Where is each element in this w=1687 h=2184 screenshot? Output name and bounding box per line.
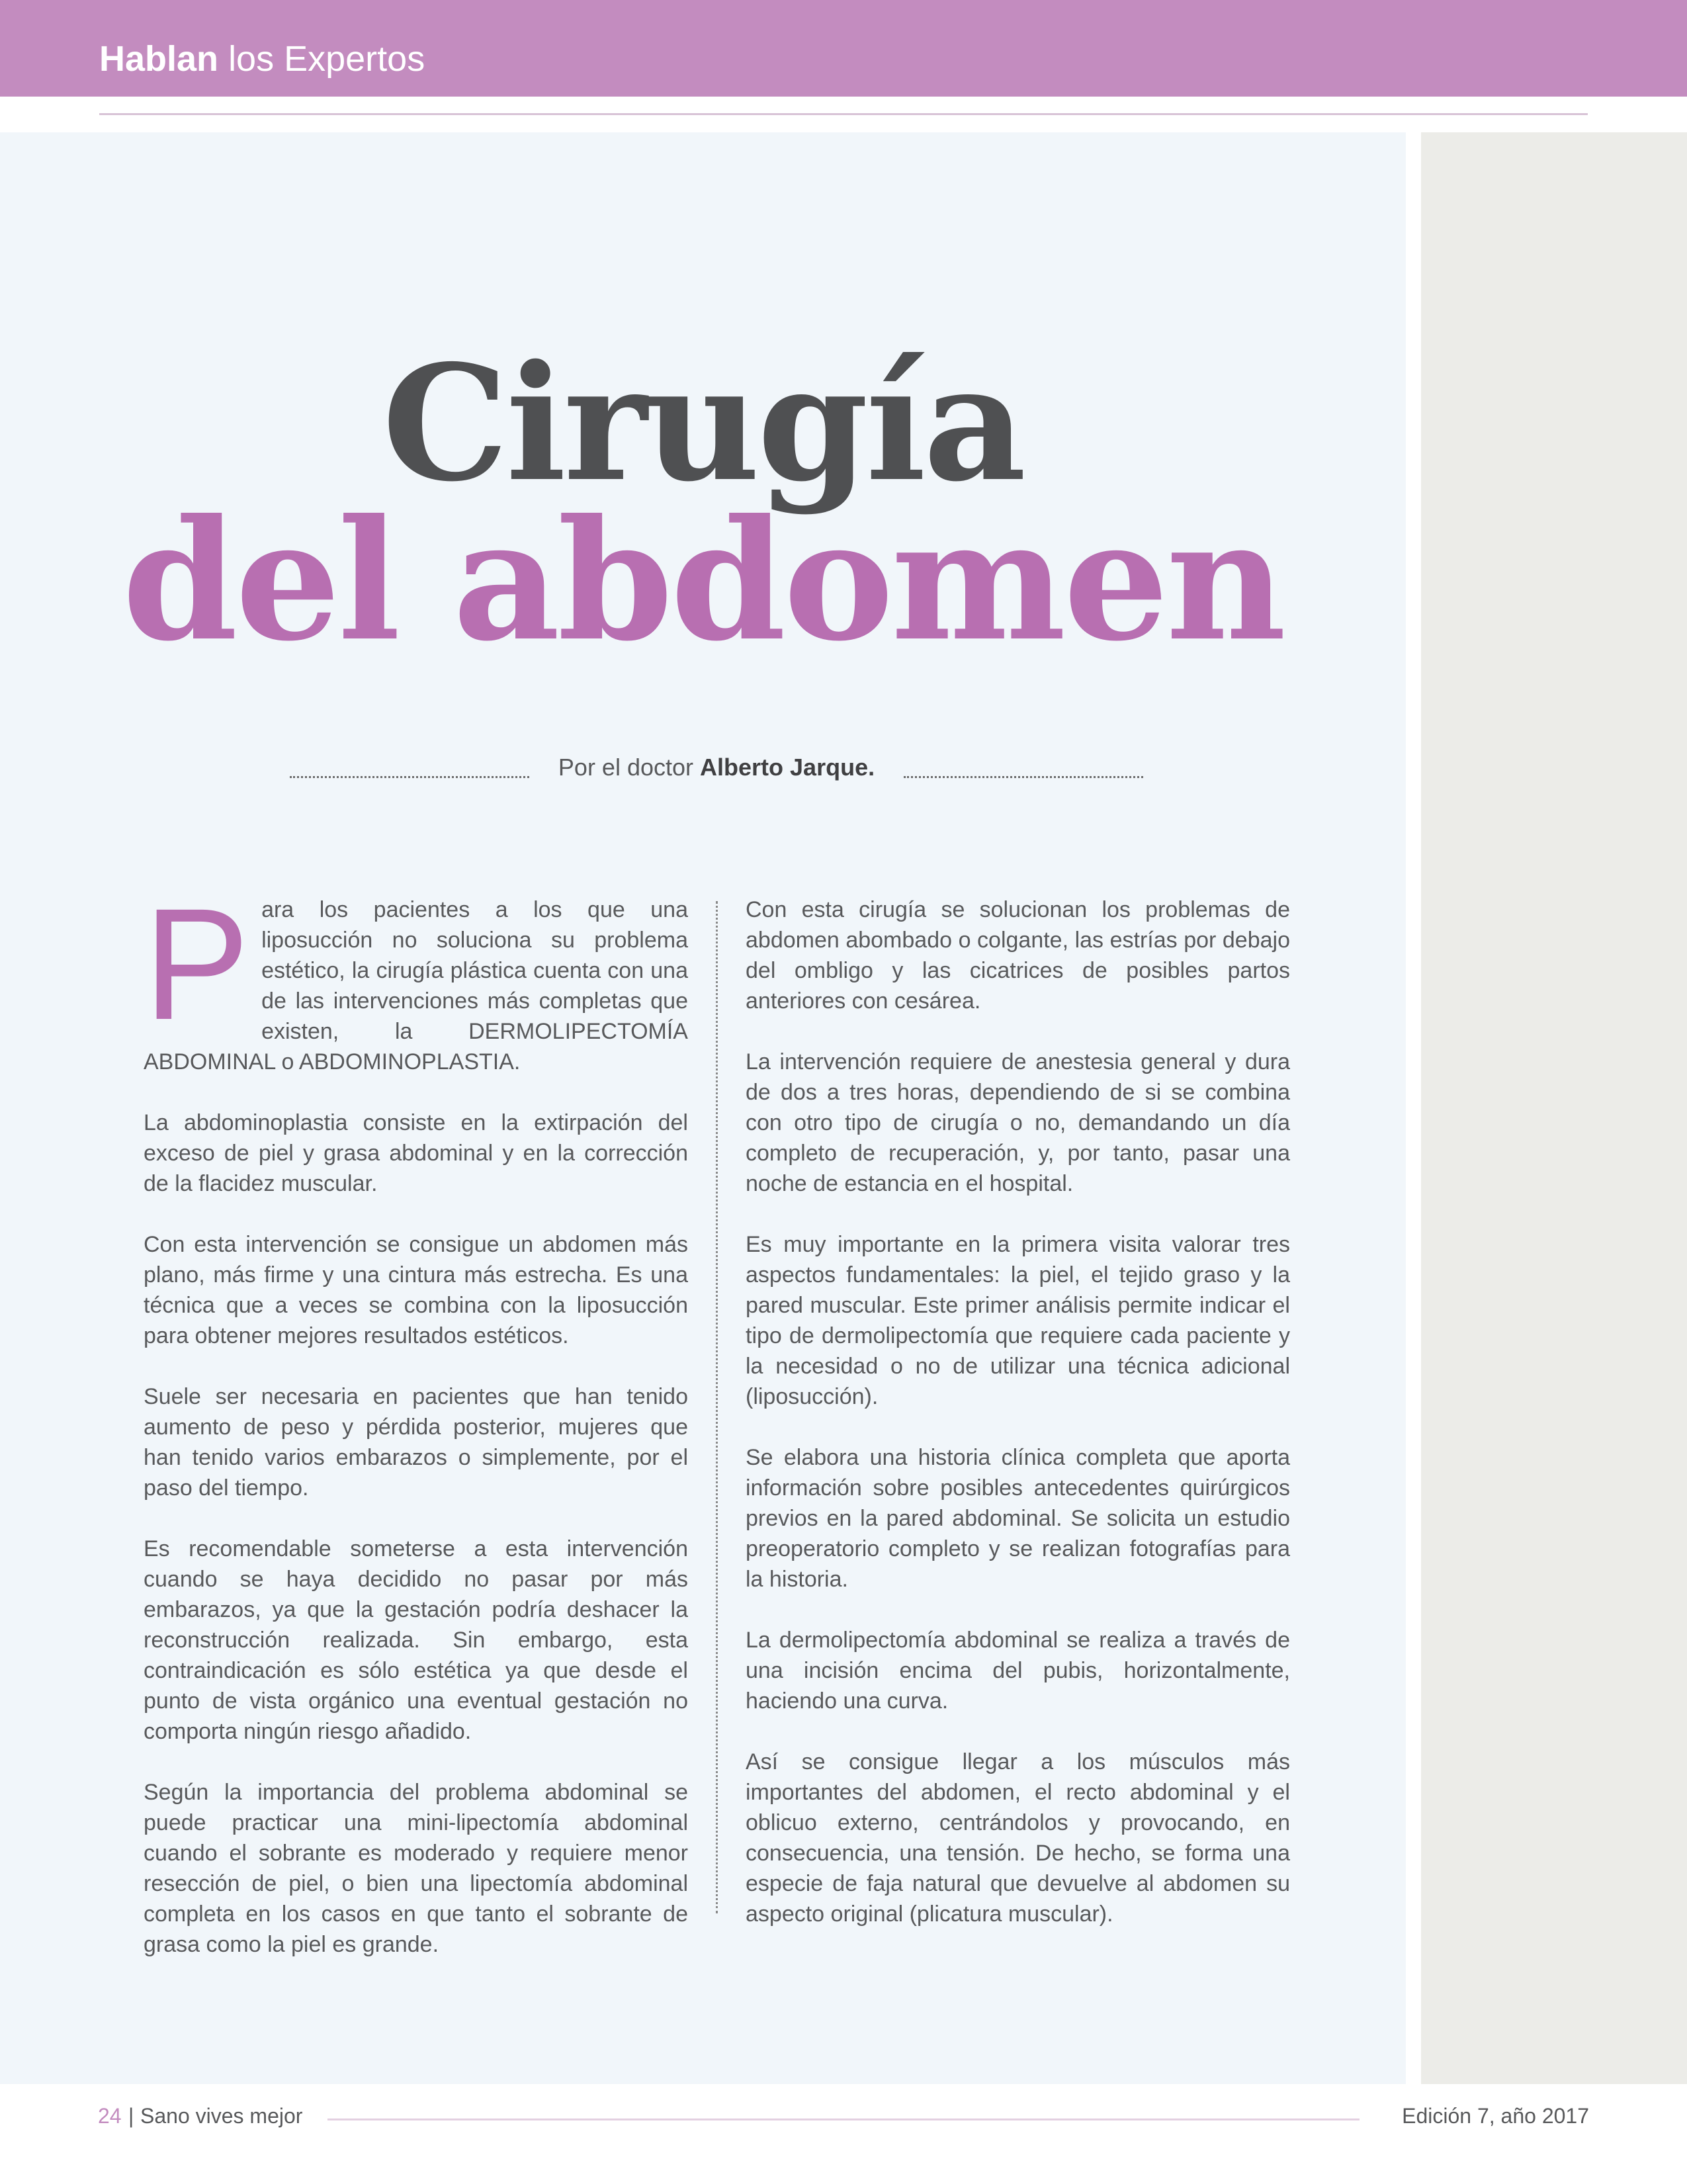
byline <box>290 748 1143 787</box>
paragraph: La abdominoplastia consiste en la extirpación del exceso de piel y grasa abdominal y en la corrección de la flacidez muscular. <box>144 1110 688 1196</box>
paragraph: Con esta intervención se consigue un abdomen más plano, más firme y una cintura más estrecha. Es una técnica que a veces se combina con la liposucción para obtener mejores resultados estéticos. <box>144 1232 688 1348</box>
byline-text <box>529 754 904 781</box>
paragraph-text: ara los pacientes a los que una liposucción no soluciona su problema estético, la cirugía plástica cuenta con una de las intervenciones más completas que existen, la DERMOLIPECTOMÍA ABDOMINAL o ABDOMINOPLASTIA. <box>144 897 688 1074</box>
paragraph: Así se consigue llegar a los músculos más importantes del abdomen, el recto abdominal y el oblicuo externo, centrándolos y provocando, en consecuencia, una tensión. De hecho, se forma una especie de faja natural que devuelve al abdomen su aspecto original (plicatura muscular). <box>746 1749 1290 1927</box>
paragraph: Con esta cirugía se solucionan los problemas de abdomen abombado o colgante, las estrías por debajo del ombligo y las cicatrices de posibles partos anteriores con cesárea. <box>746 897 1290 1014</box>
article-column-right <box>746 895 1290 1960</box>
footer-divider <box>327 2118 1360 2120</box>
byline-prefix: Por el doctor <box>558 754 694 781</box>
section-title-light: los Expertos <box>228 39 425 79</box>
side-panel <box>1421 132 1687 2084</box>
paragraph: Es recomendable someterse a esta intervención cuando se haya decidido no pasar por más embarazos, ya que la gestación podría deshacer la reconstrucción realizada. Sin embargo, esta contraindicación es sólo estética ya que desde el punto de vista orgánico una eventual gestación no comporta ningún riesgo añadido. <box>144 1536 688 1744</box>
section-title <box>99 41 425 77</box>
article-column-left <box>144 875 688 1990</box>
paragraph: Suele ser necesaria en pacientes que han tenido aumento de peso y pérdida posterior, mujeres que han tenido varios embarazos o simplemente, por el paso del tiempo. <box>144 1384 688 1501</box>
article-title-line1: Cirugía <box>382 330 1024 517</box>
page-number: 24 <box>98 2104 122 2128</box>
paragraph: Se elabora una historia clínica completa que aporta información sobre posibles antecedentes quirúrgicos previos en la pared abdominal. Se solicita un estudio preoperatorio completo y se realizan fotografías para la historia. <box>746 1445 1290 1592</box>
article-title-line2: del abdomen <box>122 483 1284 677</box>
paragraph: La dermolipectomía abdominal se realiza a través de una incisión encima del pubis, horizontalmente, haciendo una curva. <box>746 1628 1290 1714</box>
header-divider <box>99 113 1588 115</box>
footer-separator: | <box>128 2104 134 2128</box>
drop-cap: P <box>144 875 250 1053</box>
section-title-bold: Hablan <box>99 39 219 79</box>
byline-dots-left <box>290 776 529 778</box>
paragraph: Según la importancia del problema abdominal se puede practicar una mini-lipectomía abdominal cuando el sobrante es moderado y requiere menor resección de piel, o bien una lipectomía abdominal completa en los casos en que tanto el sobrante de grasa como la piel es grande. <box>144 1780 688 1957</box>
magazine-name: Sano vives mejor <box>140 2104 303 2128</box>
paragraph <box>144 875 688 1077</box>
byline-dots-right <box>904 776 1143 778</box>
paragraph: La intervención requiere de anestesia general y dura de dos a tres horas, dependiendo de si se combina con otro tipo de cirugía o no, demandando un día completo de recuperación, y, por tanto, pasar una noche de estancia en el hospital. <box>746 1049 1290 1196</box>
byline-author: Alberto Jarque. <box>700 754 875 781</box>
column-divider <box>716 901 718 1913</box>
edition-info: Edición 7, año 2017 <box>1402 2104 1589 2128</box>
paragraph: Es muy importante en la primera visita valorar tres aspectos fundamentales: la piel, el tejido graso y la pared muscular. Este primer análisis permite indicar el tipo de dermolipectomía que requiere cada paciente y la necesidad o no de utilizar una técnica adicional (liposucción). <box>746 1232 1290 1409</box>
